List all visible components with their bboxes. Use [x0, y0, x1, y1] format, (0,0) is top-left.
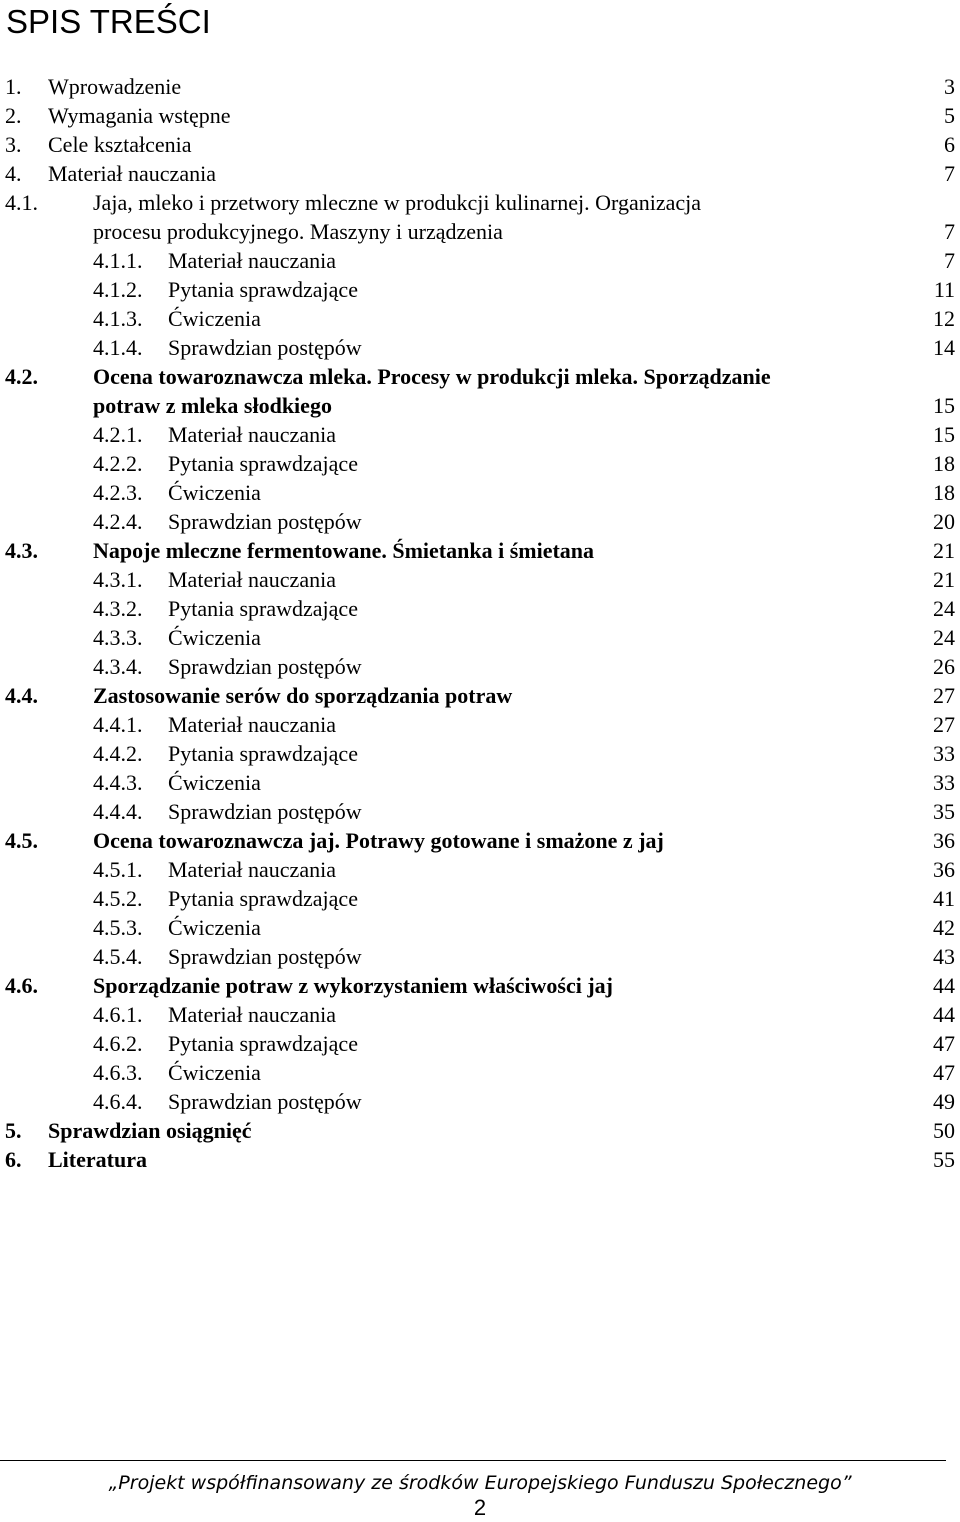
toc-entry-page: 35: [933, 799, 955, 824]
toc-entry-page: 47: [933, 1060, 955, 1085]
toc-entry-page: 7: [944, 248, 955, 273]
toc-entry-number: 4.3.: [5, 538, 38, 563]
page-number: 2: [473, 1495, 487, 1520]
toc-entry-number: 4.3.4.: [93, 654, 143, 679]
toc-entry-number: 4.1.4.: [93, 335, 143, 360]
toc-entry: [0, 797, 960, 826]
toc-entry-number: 4.5.4.: [93, 944, 143, 969]
toc-entry: [0, 1029, 960, 1058]
toc-entry-number: 4.4.2.: [93, 741, 143, 766]
toc-entry-title: Sporządzanie potraw z wykorzystaniem właściwości jaj: [93, 973, 613, 998]
toc-entry-number: 4.3.3.: [93, 625, 143, 650]
page-title: SPIS TREŚCI: [6, 3, 211, 40]
toc-entry: [0, 159, 960, 188]
toc-entry-title: Materiał nauczania: [168, 422, 336, 447]
toc-entry: [0, 942, 960, 971]
toc-entry-number: 4.1.: [5, 190, 38, 215]
toc-entry-number: 4.5.: [5, 828, 38, 853]
toc-entry-title: Zastosowanie serów do sporządzania potraw: [93, 683, 513, 708]
toc-entry: [0, 971, 960, 1000]
toc-entry-page: 11: [933, 277, 955, 302]
toc-entry: [0, 72, 960, 101]
toc-entry-title: Sprawdzian postępów: [168, 799, 362, 824]
toc-entry-page: 49: [933, 1089, 955, 1114]
toc-entry-page: 24: [933, 596, 955, 621]
toc-entry-page: 18: [933, 451, 955, 476]
toc-entry-number: 4.5.3.: [93, 915, 143, 940]
toc-entry: [0, 449, 960, 478]
toc-entry: [0, 855, 960, 884]
toc-entry-title: Jaja, mleko i przetwory mleczne w produkcji kulinarnej. Organizacja: [93, 190, 702, 215]
toc-entry-number: 4.1.2.: [93, 277, 143, 302]
toc-entry-title: Ocena towaroznawcza jaj. Potrawy gotowane i smażone z jaj: [93, 828, 664, 853]
toc-entry: [0, 101, 960, 130]
toc-entry-number: 3.: [5, 132, 22, 157]
toc-entry-continuation: [0, 217, 960, 246]
footer-divider: [0, 1460, 946, 1461]
toc-entry: [0, 362, 960, 391]
toc-entry-number: 4.1.1.: [93, 248, 143, 273]
toc-entry-page: 7: [944, 219, 955, 244]
toc-entry-page: 18: [933, 480, 955, 505]
toc-entry-page: 15: [933, 422, 955, 447]
toc-entry-title: Pytania sprawdzające: [168, 277, 358, 302]
toc-entry: [0, 1145, 960, 1174]
toc-entry-number: 5.: [5, 1118, 22, 1143]
toc-entry: [0, 681, 960, 710]
toc-entry-title: Ocena towaroznawcza mleka. Procesy w produkcji mleka. Sporządzanie: [93, 364, 771, 389]
toc-entry-number: 4.6.3.: [93, 1060, 143, 1085]
toc-entry: [0, 304, 960, 333]
toc-entry: [0, 275, 960, 304]
toc-entry-title: Pytania sprawdzające: [168, 886, 358, 911]
footer-funding-note: „Projekt współfinansowany ze środków Europejskiego Funduszu Społecznego”: [108, 1472, 852, 1494]
toc-entry: [0, 884, 960, 913]
toc-entry-title: Ćwiczenia: [168, 625, 261, 650]
toc-entry: [0, 1000, 960, 1029]
toc-entry-number: 4.2.1.: [93, 422, 143, 447]
toc-entry-title: Pytania sprawdzające: [168, 741, 358, 766]
toc-entry-page: 50: [933, 1118, 955, 1143]
toc-entry-number: 2.: [5, 103, 22, 128]
toc-entry-title: Pytania sprawdzające: [168, 451, 358, 476]
toc-entry-title: Ćwiczenia: [168, 915, 261, 940]
toc-entry: [0, 652, 960, 681]
toc-entry-title: Cele kształcenia: [48, 132, 192, 157]
toc-entry-title: Materiał nauczania: [168, 1002, 336, 1027]
toc-entry-number: 4.6.1.: [93, 1002, 143, 1027]
toc-entry-number: 4.6.4.: [93, 1089, 143, 1114]
toc-entry-page: 15: [933, 393, 955, 418]
toc-entry: [0, 333, 960, 362]
toc-entry-page: 44: [933, 1002, 955, 1027]
toc-entry-page: 47: [933, 1031, 955, 1056]
toc-entry-title: procesu produkcyjnego. Maszyny i urządzenia: [93, 219, 503, 244]
toc-entry-page: 44: [933, 973, 955, 998]
toc-entry-continuation: [0, 391, 960, 420]
toc-entry-title: Ćwiczenia: [168, 770, 261, 795]
toc-entry-number: 4.6.2.: [93, 1031, 143, 1056]
toc-entry-number: 4.6.: [5, 973, 38, 998]
toc-entry-number: 4.4.1.: [93, 712, 143, 737]
toc-entry-number: 4.5.1.: [93, 857, 143, 882]
toc-entry: [0, 1058, 960, 1087]
toc-entry-title: Wprowadzenie: [48, 74, 182, 99]
toc-entry-page: 26: [933, 654, 955, 679]
toc-entry: [0, 130, 960, 159]
toc-entry-title: Wymagania wstępne: [48, 103, 231, 128]
toc-entry: [0, 246, 960, 275]
toc-entry: [0, 826, 960, 855]
toc-entry-title: Materiał nauczania: [168, 567, 336, 592]
toc-entry-title: Ćwiczenia: [168, 1060, 261, 1085]
toc-entry-title: Pytania sprawdzające: [168, 596, 358, 621]
toc-entry-page: 6: [944, 132, 955, 157]
toc-entry-page: 36: [933, 828, 955, 853]
toc-entry-title: potraw z mleka słodkiego: [93, 393, 332, 418]
toc-entry-title: Pytania sprawdzające: [168, 1031, 358, 1056]
toc-entry: [0, 536, 960, 565]
toc-entry: [0, 710, 960, 739]
toc-entry-title: Materiał nauczania: [48, 161, 216, 186]
toc-entry-page: 43: [933, 944, 955, 969]
toc-entry: [0, 565, 960, 594]
toc-entry-page: 33: [933, 770, 955, 795]
toc-entry-title: Materiał nauczania: [168, 248, 336, 273]
toc-entry-page: 21: [933, 538, 955, 563]
toc-entry-title: Ćwiczenia: [168, 306, 261, 331]
toc-entry: [0, 623, 960, 652]
toc-entry-page: 42: [933, 915, 955, 940]
toc-entry: [0, 188, 960, 217]
toc-entry-page: 20: [933, 509, 955, 534]
toc-entry-page: 14: [933, 335, 955, 360]
toc-entry-page: 3: [944, 74, 955, 99]
toc-entry: [0, 507, 960, 536]
toc-entry-page: 41: [933, 886, 955, 911]
toc-entry: [0, 768, 960, 797]
toc-entry-page: 33: [933, 741, 955, 766]
toc-entry-page: 24: [933, 625, 955, 650]
toc-entry: [0, 1116, 960, 1145]
toc-entry-number: 4.3.2.: [93, 596, 143, 621]
toc-entry: [0, 913, 960, 942]
toc-entry-number: 4.5.2.: [93, 886, 143, 911]
toc-entry: [0, 420, 960, 449]
toc-entry-number: 1.: [5, 74, 22, 99]
toc-entry-number: 4.2.3.: [93, 480, 143, 505]
toc-entry-page: 36: [933, 857, 955, 882]
toc-entry-page: 12: [933, 306, 955, 331]
toc-entry-title: Materiał nauczania: [168, 857, 336, 882]
toc-entry-page: 55: [933, 1147, 955, 1172]
toc-entry-title: Sprawdzian osiągnięć: [48, 1118, 252, 1143]
toc-entry-number: 4.2.4.: [93, 509, 143, 534]
toc-entry-title: Sprawdzian postępów: [168, 335, 362, 360]
toc-entry-title: Sprawdzian postępów: [168, 509, 362, 534]
toc-entry-page: 27: [933, 712, 955, 737]
toc-entry-title: Sprawdzian postępów: [168, 944, 362, 969]
toc-entry-number: 6.: [5, 1147, 22, 1172]
toc-entry-title: Sprawdzian postępów: [168, 1089, 362, 1114]
toc-entry-number: 4.4.3.: [93, 770, 143, 795]
toc-entry-number: 4.2.2.: [93, 451, 143, 476]
toc-entry: [0, 478, 960, 507]
toc-entry: [0, 594, 960, 623]
toc-entry-title: Literatura: [48, 1147, 147, 1172]
toc-entry: [0, 1087, 960, 1116]
toc-entry-page: 5: [944, 103, 955, 128]
toc-entry-title: Materiał nauczania: [168, 712, 336, 737]
toc-entry-title: Sprawdzian postępów: [168, 654, 362, 679]
toc-entry-number: 4.4.: [5, 683, 38, 708]
toc-entry: [0, 739, 960, 768]
toc-entry-page: 21: [933, 567, 955, 592]
toc-entry-page: 7: [944, 161, 955, 186]
toc-entry-title: Ćwiczenia: [168, 480, 261, 505]
table-of-contents: [0, 72, 960, 1174]
toc-entry-number: 4.: [5, 161, 22, 186]
toc-entry-number: 4.1.3.: [93, 306, 143, 331]
toc-entry-number: 4.3.1.: [93, 567, 143, 592]
toc-entry-number: 4.2.: [5, 364, 38, 389]
toc-entry-number: 4.4.4.: [93, 799, 143, 824]
toc-entry-title: Napoje mleczne fermentowane. Śmietanka i śmietana: [93, 538, 595, 563]
toc-entry-page: 27: [933, 683, 955, 708]
